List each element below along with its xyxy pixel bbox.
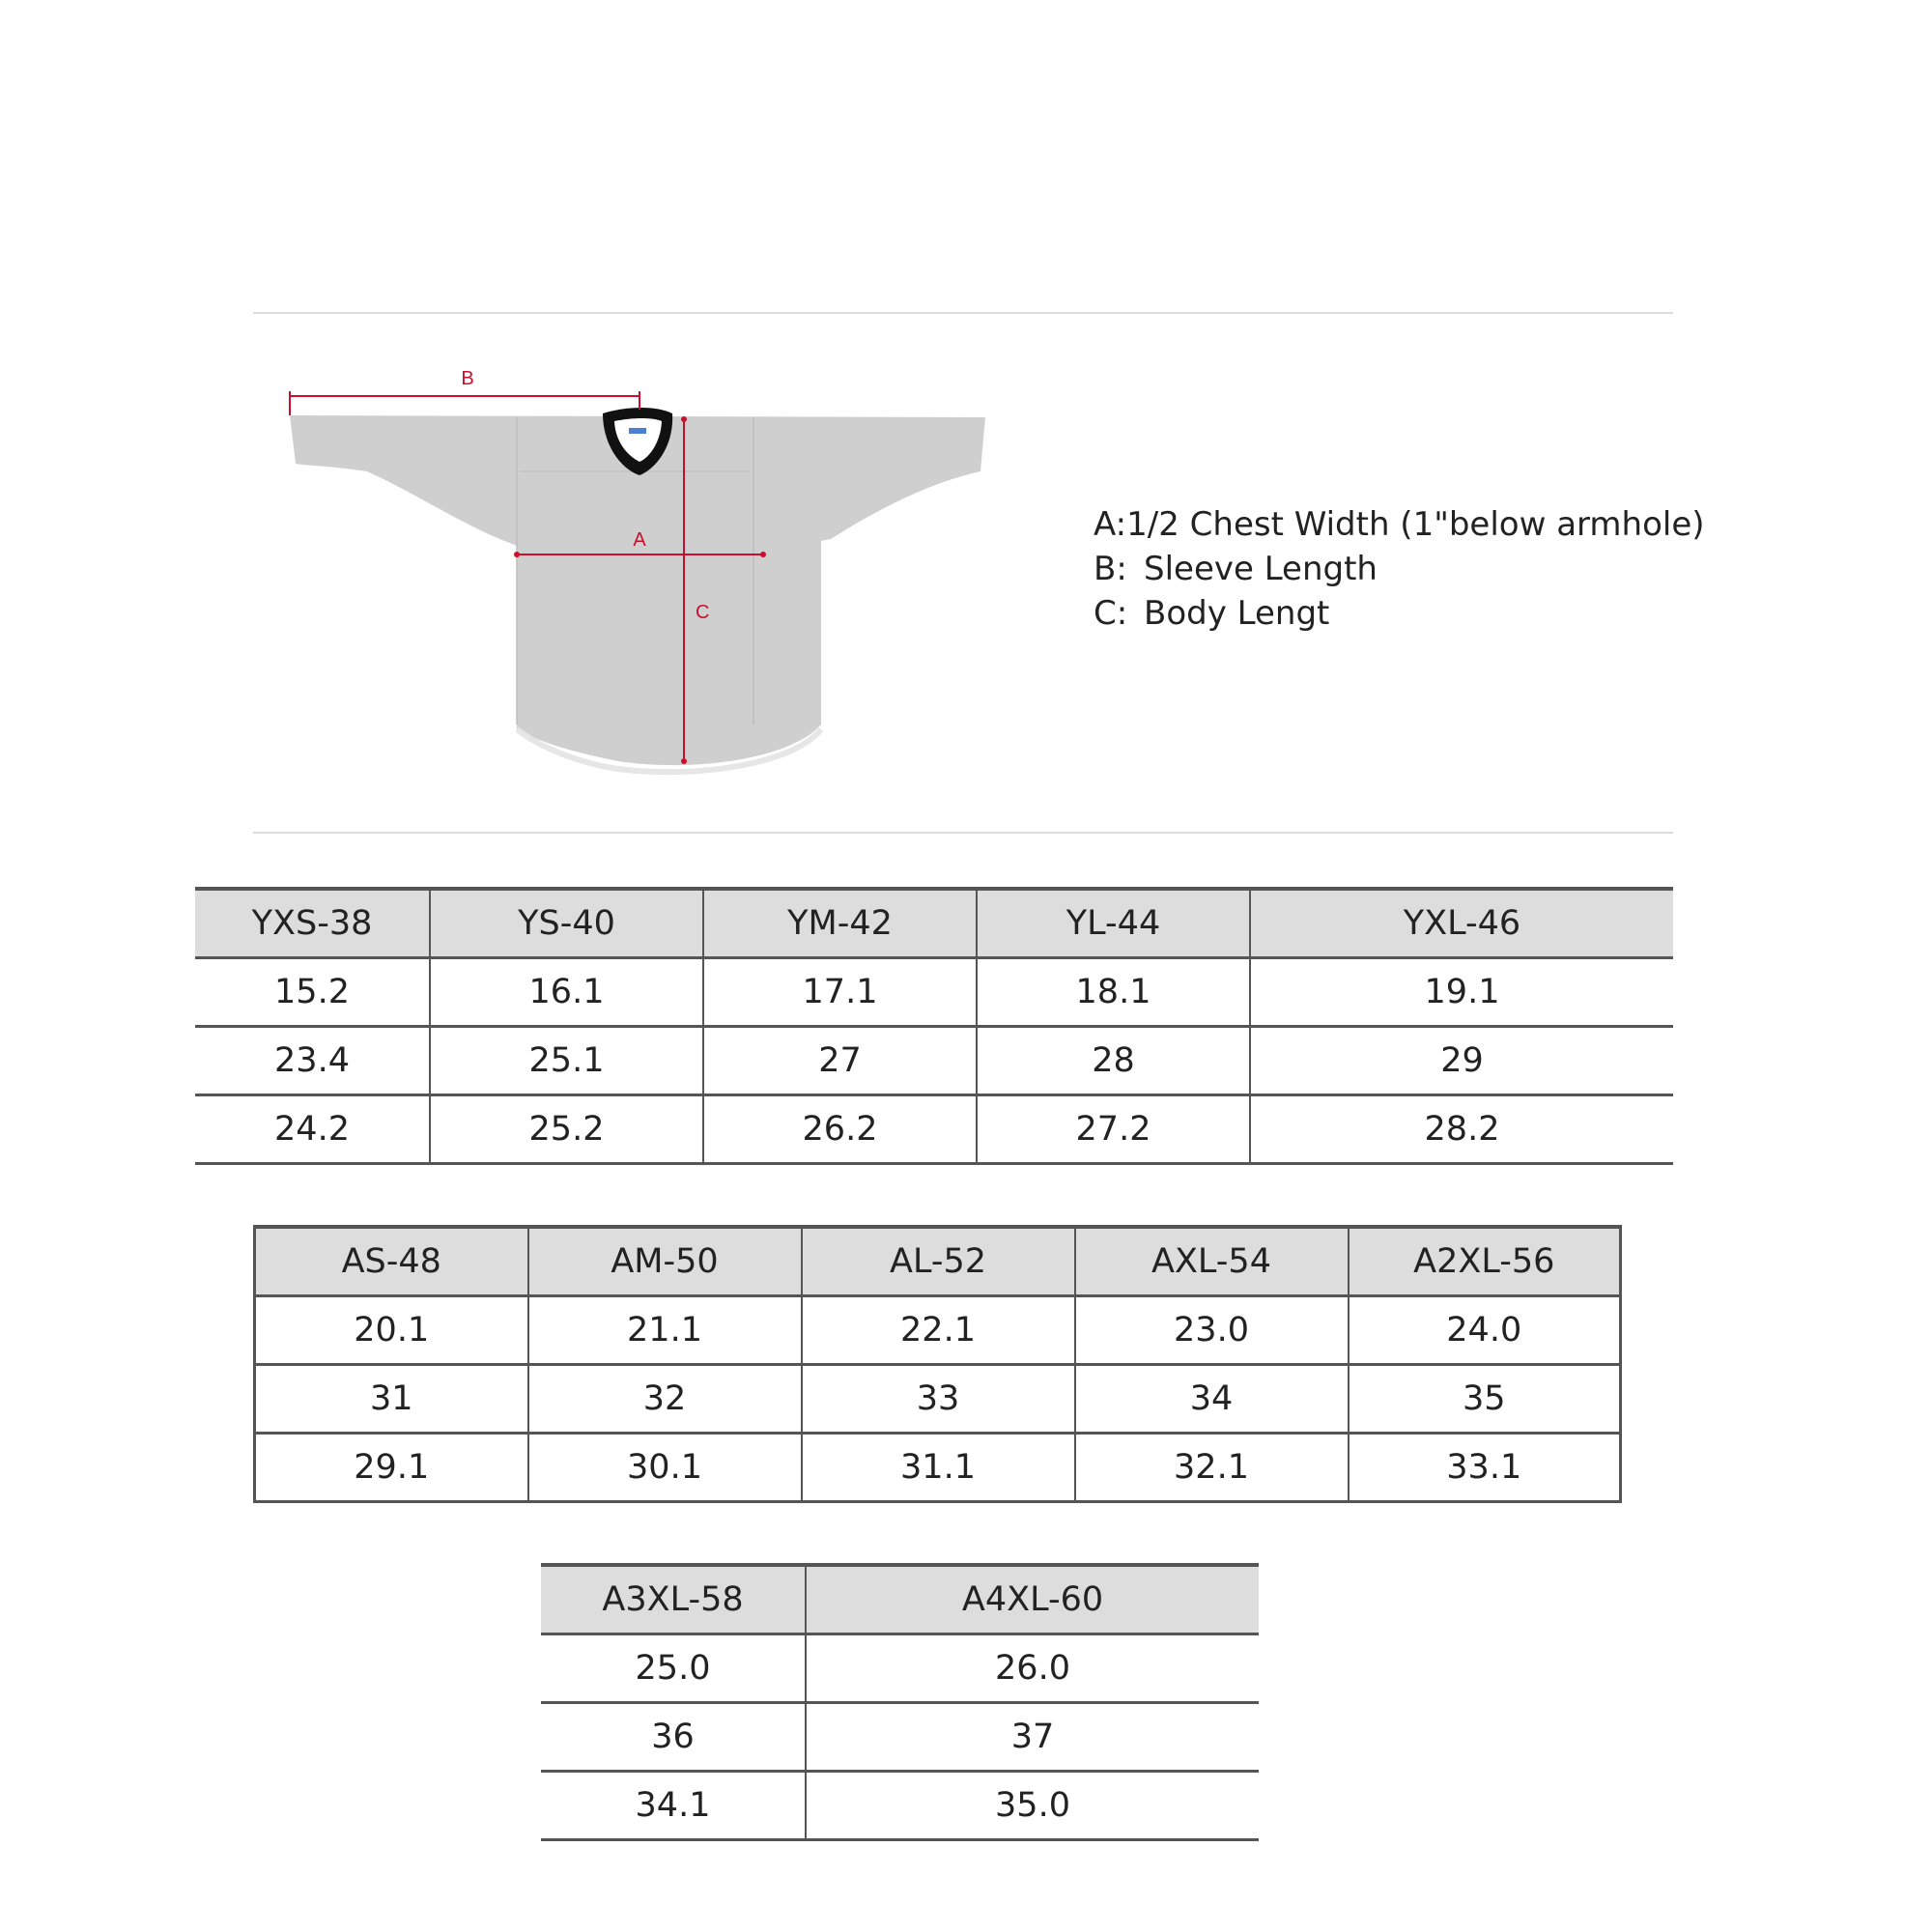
adult-size-table	[253, 1225, 1622, 1503]
table-cell: 28	[977, 1027, 1250, 1095]
table-cell: 21.1	[528, 1296, 802, 1365]
table-cell: 24.2	[195, 1095, 430, 1164]
table-cell: 20.1	[255, 1296, 528, 1365]
measure-a-end-right	[760, 552, 766, 557]
table-cell: 29	[1250, 1027, 1673, 1095]
table-cell: 31	[255, 1365, 528, 1434]
measure-b-label: B	[461, 368, 474, 389]
middle-divider	[253, 832, 1673, 834]
table-cell: 37	[806, 1703, 1259, 1772]
table-cell: 19.1	[1250, 958, 1673, 1027]
size-header: AL-52	[802, 1227, 1075, 1296]
table-header-row	[195, 889, 1673, 958]
table-cell: 32	[528, 1365, 802, 1434]
size-header: YS-40	[430, 889, 703, 958]
table-cell: 25.0	[541, 1634, 806, 1703]
legend-item-c	[1094, 591, 1692, 636]
table-row	[195, 1027, 1673, 1095]
table-cell: 34	[1075, 1365, 1349, 1434]
legend-text: Body Lengt	[1144, 594, 1330, 633]
table-cell: 34.1	[541, 1772, 806, 1840]
measure-a-label: A	[633, 529, 646, 551]
table-cell: 18.1	[977, 958, 1250, 1027]
size-header: YL-44	[977, 889, 1250, 958]
table-row	[255, 1365, 1621, 1434]
legend-text: Sleeve Length	[1144, 550, 1378, 588]
table-cell: 35.0	[806, 1772, 1259, 1840]
table-header-row	[541, 1565, 1259, 1634]
table-cell: 25.2	[430, 1095, 703, 1164]
measure-c-end-bottom	[681, 758, 687, 764]
table-cell: 16.1	[430, 958, 703, 1027]
table-cell: 25.1	[430, 1027, 703, 1095]
measure-c-end-top	[681, 416, 687, 422]
measurement-legend	[1094, 502, 1705, 636]
table-row	[255, 1434, 1621, 1502]
measure-c-label: C	[696, 602, 710, 623]
legend-item-a	[1094, 502, 1705, 547]
legend-item-b	[1094, 547, 1692, 591]
neck-tag	[629, 428, 646, 434]
size-header: YXL-46	[1250, 889, 1673, 958]
size-header: AS-48	[255, 1227, 528, 1296]
table-cell: 23.0	[1075, 1296, 1349, 1365]
table-cell: 35	[1349, 1365, 1621, 1434]
table-cell: 23.4	[195, 1027, 430, 1095]
table-cell: 30.1	[528, 1434, 802, 1502]
table-cell: 24.0	[1349, 1296, 1621, 1365]
table-cell: 22.1	[802, 1296, 1075, 1365]
legend-text: 1/2 Chest Width (1"below armhole)	[1126, 505, 1705, 544]
table-cell: 17.1	[703, 958, 977, 1027]
size-header: YM-42	[703, 889, 977, 958]
table-cell: 27.2	[977, 1095, 1250, 1164]
size-header: AM-50	[528, 1227, 802, 1296]
table-row	[195, 1095, 1673, 1164]
table-cell: 33	[802, 1365, 1075, 1434]
table-row	[541, 1703, 1259, 1772]
table-cell: 28.2	[1250, 1095, 1673, 1164]
jersey-diagram	[270, 348, 1005, 782]
table-cell: 32.1	[1075, 1434, 1349, 1502]
legend-key: A:	[1094, 505, 1127, 544]
youth-size-table	[195, 887, 1673, 1165]
table-cell: 27	[703, 1027, 977, 1095]
table-row	[255, 1296, 1621, 1365]
table-row	[195, 958, 1673, 1027]
size-header: YXS-38	[195, 889, 430, 958]
table-cell: 29.1	[255, 1434, 528, 1502]
table-cell: 33.1	[1349, 1434, 1621, 1502]
size-header: A2XL-56	[1349, 1227, 1621, 1296]
table-header-row	[255, 1227, 1621, 1296]
table-cell: 31.1	[802, 1434, 1075, 1502]
table-row	[541, 1772, 1259, 1840]
table-cell: 26.2	[703, 1095, 977, 1164]
measure-a-end-left	[514, 552, 520, 557]
table-row	[541, 1634, 1259, 1703]
table-cell: 36	[541, 1703, 806, 1772]
size-header: A3XL-58	[541, 1565, 806, 1634]
table-cell: 26.0	[806, 1634, 1259, 1703]
size-header: AXL-54	[1075, 1227, 1349, 1296]
legend-key: B:	[1094, 550, 1127, 588]
top-divider	[253, 312, 1673, 314]
adult-plus-size-table	[541, 1563, 1259, 1841]
legend-key: C:	[1094, 594, 1128, 633]
size-header: A4XL-60	[806, 1565, 1259, 1634]
table-cell: 15.2	[195, 958, 430, 1027]
